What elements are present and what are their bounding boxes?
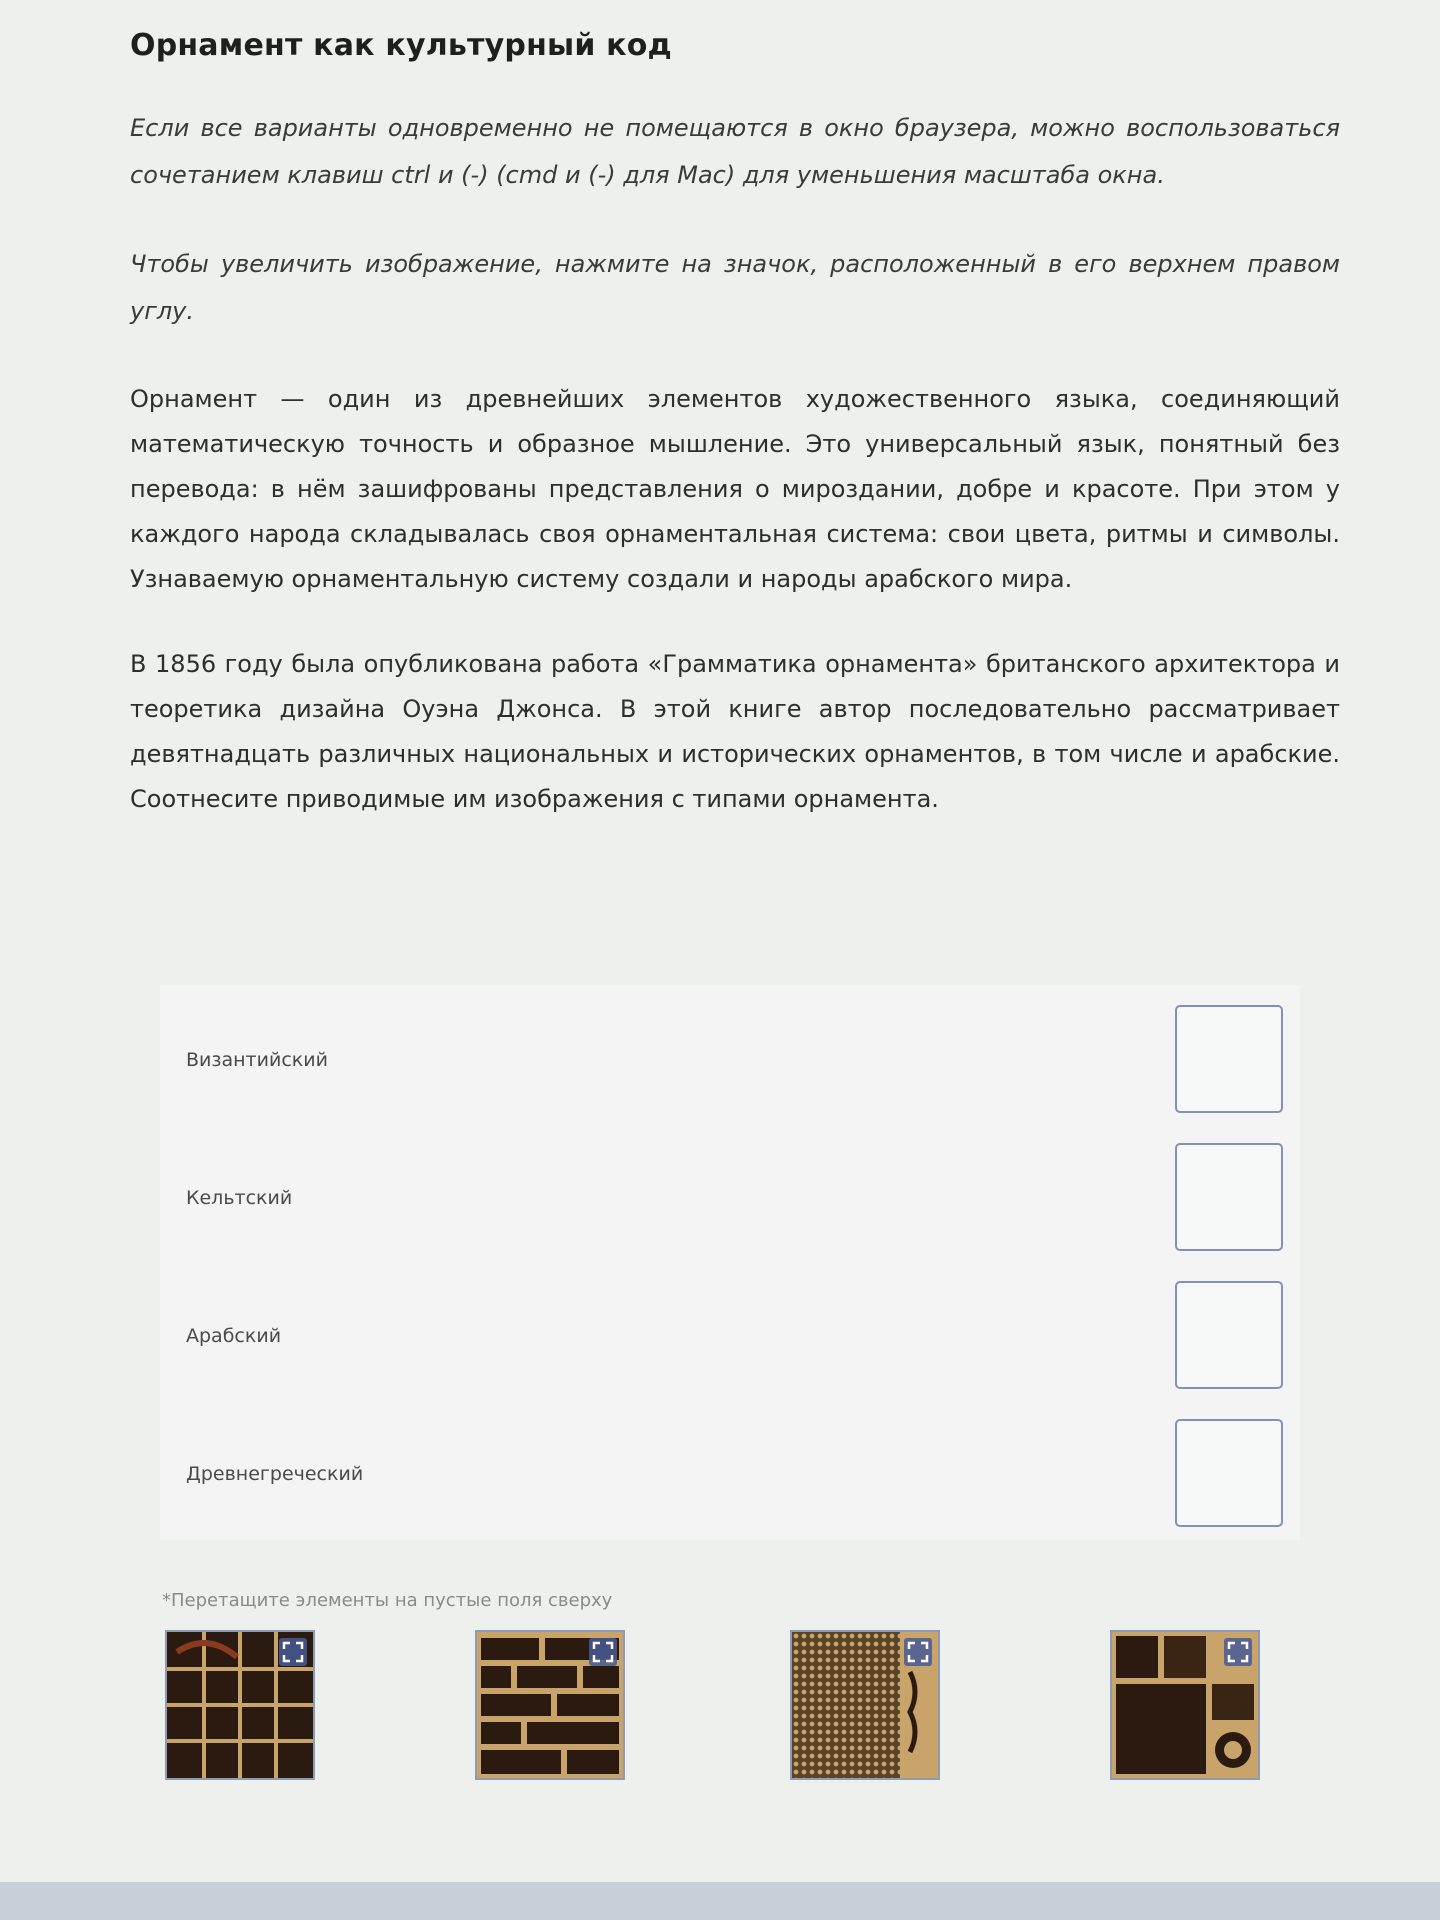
match-label: Древнегреческий [186,1463,364,1485]
expand-icon[interactable] [279,1638,307,1666]
match-row-byzantine [160,1005,1300,1143]
draggable-tiles [165,1630,1275,1810]
intro-paragraph: Орнамент — один из древнейших элементов художественного языка, соединяющий математическую точность и образное мышление. Это универсальный язык, понятный без перевода: в нём зашифрованы представления о мироздании, добре и красоте. При этом у каждого народа складывалась своя орнаментальная система: свои цвета, ритмы и символы. Узнаваемую орнаментальную систему создали и народы арабского мира. [130,385,1340,593]
match-row-ancient-greek [160,1419,1300,1557]
match-label: Кельтский [186,1187,293,1209]
expand-icon[interactable] [589,1638,617,1666]
matching-area [160,985,1300,1540]
expand-icon[interactable] [904,1638,932,1666]
bottom-bar [0,1882,1440,1920]
ornament-tile-brick[interactable] [475,1630,625,1780]
drop-zone[interactable] [1175,1281,1283,1389]
main-content [130,28,1340,862]
task-paragraph: В 1856 году была опубликована работа «Грамматика орнамента» британского архитектора и теоретика дизайна Оуэна Джонса. В этой книге автор последовательно рассматривает девятнадцать различных национальных и исторических орнаментов, в том числе и арабские. Соотнесите приводимые им изображения с типами орнамента. [130,650,1340,813]
match-label: Византийский [186,1049,328,1071]
page-title: Орнамент как культурный код [130,28,672,63]
enlarge-note: Чтобы увеличить изображение, нажмите на значок, расположенный в его верхнем правом углу. [130,250,1340,325]
drop-zone[interactable] [1175,1419,1283,1527]
drag-hint: *Перетащите элементы на пустые поля сверху [162,1590,613,1611]
drop-zone[interactable] [1175,1143,1283,1251]
zoom-note: Если все варианты одновременно не помещаются в окно браузера, можно воспользоваться сочетанием клавиш ctrl и (-) (cmd и (-) для Mac) для уменьшения масштаба окна. [130,114,1340,189]
ornament-tile-grid[interactable] [165,1630,315,1780]
expand-icon[interactable] [1224,1638,1252,1666]
match-row-arabic [160,1281,1300,1419]
ornament-tile-panel[interactable] [1110,1630,1260,1780]
match-label: Арабский [186,1325,282,1347]
drop-zone[interactable] [1175,1005,1283,1113]
match-row-celtic [160,1143,1300,1281]
ornament-tile-dense[interactable] [790,1630,940,1780]
